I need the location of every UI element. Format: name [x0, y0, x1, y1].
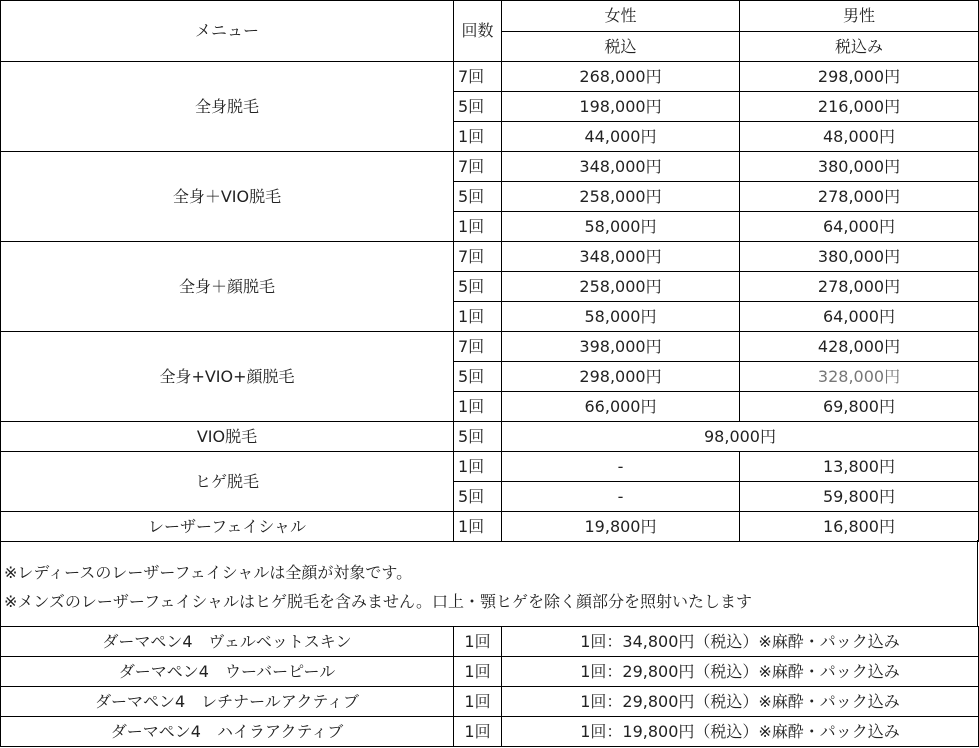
- count-cell: 5回: [454, 362, 502, 392]
- female-price: -: [502, 482, 740, 512]
- count-cell: 5回: [454, 272, 502, 302]
- count-cell: 7回: [454, 62, 502, 92]
- male-price: 278,000円: [740, 182, 979, 212]
- count-cell: 5回: [454, 92, 502, 122]
- header-female: 女性: [502, 1, 740, 32]
- note-text: ※レディースのレーザーフェイシャルは全顔が対象です。: [4, 563, 413, 582]
- dermapen-table: [0, 626, 979, 747]
- dermapen-price: 1回：29,800円（税込）※麻酔・パック込み: [502, 687, 979, 717]
- male-price: 48,000円: [740, 122, 979, 152]
- menu-name: 全身+VIO+顔脱毛: [1, 332, 454, 422]
- female-price: 348,000円: [502, 152, 740, 182]
- count-cell: 1回: [454, 512, 502, 542]
- count-cell: 5回: [454, 182, 502, 212]
- note-text: ※メンズのレーザーフェイシャルはヒゲ脱毛を含みません。口上・顎ヒゲを除く顔部分を照射いたします: [4, 592, 752, 611]
- header-count: 回数: [454, 1, 502, 62]
- male-price: 64,000円: [740, 212, 979, 242]
- female-price: 398,000円: [502, 332, 740, 362]
- male-price: 69,800円: [740, 392, 979, 422]
- menu-name: 全身＋顔脱毛: [1, 242, 454, 332]
- male-price: 64,000円: [740, 302, 979, 332]
- count-cell: 1回: [454, 627, 502, 657]
- count-cell: 7回: [454, 152, 502, 182]
- female-price: 258,000円: [502, 272, 740, 302]
- table-row: [1, 242, 979, 272]
- unisex-price: 98,000円: [502, 422, 979, 452]
- table-row: [1, 687, 979, 717]
- table-row: [1, 452, 979, 482]
- table-row: [1, 657, 979, 687]
- count-cell: 1回: [454, 122, 502, 152]
- count-cell: 5回: [454, 422, 502, 452]
- female-price: -: [502, 452, 740, 482]
- male-price: 16,800円: [740, 512, 979, 542]
- male-price: 278,000円: [740, 272, 979, 302]
- female-price: 58,000円: [502, 212, 740, 242]
- header-female-tax: 税込: [502, 32, 740, 62]
- menu-name: ヒゲ脱毛: [1, 452, 454, 512]
- count-cell: 1回: [454, 392, 502, 422]
- menu-name: VIO脱毛: [1, 422, 454, 452]
- female-price: 348,000円: [502, 242, 740, 272]
- female-price: 298,000円: [502, 362, 740, 392]
- dermapen-price: 1回：19,800円（税込）※麻酔・パック込み: [502, 717, 979, 747]
- header-male-tax: 税込み: [740, 32, 979, 62]
- female-price: 58,000円: [502, 302, 740, 332]
- female-price: 268,000円: [502, 62, 740, 92]
- count-cell: 1回: [454, 452, 502, 482]
- dermapen-price: 1回：29,800円（税込）※麻酔・パック込み: [502, 657, 979, 687]
- male-price: 328,000円: [740, 362, 979, 392]
- male-price: 380,000円: [740, 242, 979, 272]
- dermapen-name: ダーマペン4 ハイラアクティブ: [1, 717, 454, 747]
- male-price: 216,000円: [740, 92, 979, 122]
- female-price: 258,000円: [502, 182, 740, 212]
- count-cell: 1回: [454, 687, 502, 717]
- count-cell: 1回: [454, 717, 502, 747]
- male-price: 428,000円: [740, 332, 979, 362]
- table-row: [1, 512, 979, 542]
- menu-name: 全身脱毛: [1, 62, 454, 152]
- menu-name: レーザーフェイシャル: [1, 512, 454, 542]
- male-price: 13,800円: [740, 452, 979, 482]
- count-cell: 7回: [454, 242, 502, 272]
- female-price: 198,000円: [502, 92, 740, 122]
- table-row: [1, 152, 979, 182]
- count-cell: 1回: [454, 657, 502, 687]
- count-cell: 1回: [454, 212, 502, 242]
- header-male: 男性: [740, 1, 979, 32]
- dermapen-name: ダーマペン4 レチナールアクティブ: [1, 687, 454, 717]
- dermapen-name: ダーマペン4 ヴェルベットスキン: [1, 627, 454, 657]
- table-row: [1, 627, 979, 657]
- female-price: 44,000円: [502, 122, 740, 152]
- dermapen-price: 1回：34,800円（税込）※麻酔・パック込み: [502, 627, 979, 657]
- menu-name: 全身＋VIO脱毛: [1, 152, 454, 242]
- male-price: 59,800円: [740, 482, 979, 512]
- table-row: [1, 422, 979, 452]
- count-cell: 7回: [454, 332, 502, 362]
- table-row: [1, 717, 979, 747]
- table-row: [1, 62, 979, 92]
- count-cell: 1回: [454, 302, 502, 332]
- male-price: 298,000円: [740, 62, 979, 92]
- table-row: [1, 332, 979, 362]
- female-price: 66,000円: [502, 392, 740, 422]
- dermapen-name: ダーマペン4 ウーバーピール: [1, 657, 454, 687]
- male-price: 380,000円: [740, 152, 979, 182]
- female-price: 19,800円: [502, 512, 740, 542]
- count-cell: 5回: [454, 482, 502, 512]
- header-menu: メニュー: [1, 1, 454, 62]
- notes-section: [0, 540, 978, 626]
